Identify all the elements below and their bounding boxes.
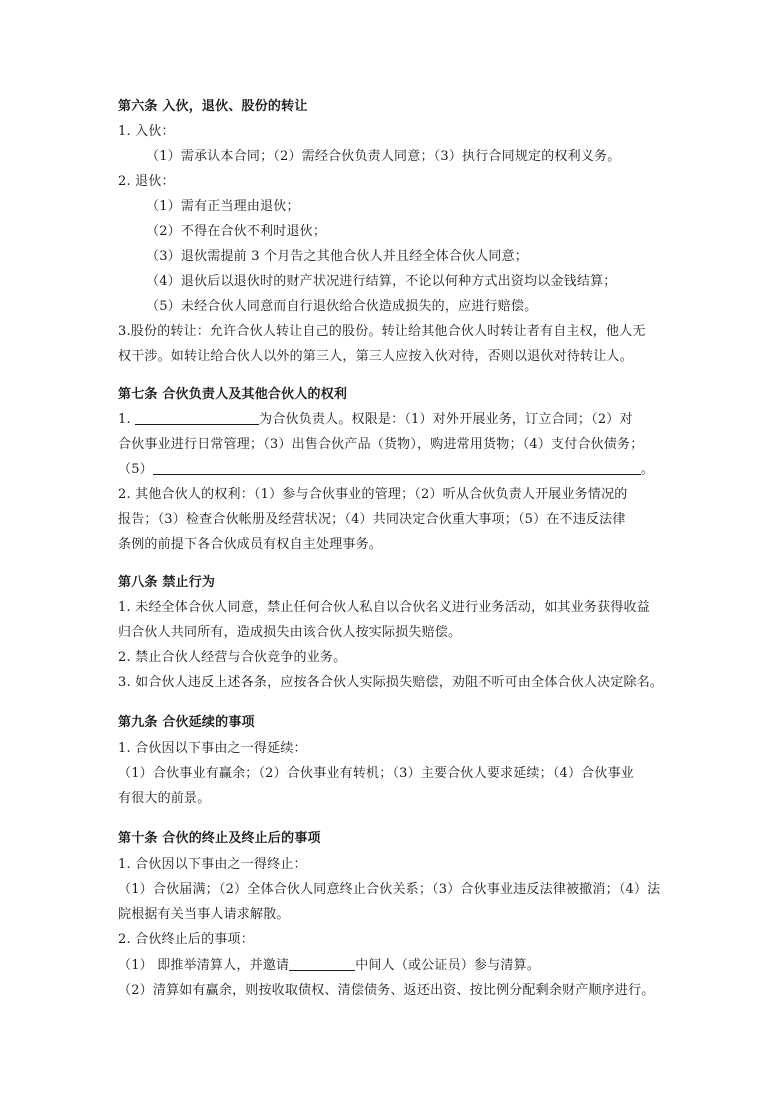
article-8-line: 3. 如合伙人违反上述各条，应按各合伙人实际损失赔偿，劝阻不听可由全体合伙人决定除名。	[118, 675, 664, 690]
article-10-line	[118, 957, 540, 975]
fill-in-blank	[135, 411, 259, 425]
article-10-line: （1）合伙届满；（2）全体合伙人同意终止合伙关系；（3）合伙事业违反法律被撤消；（4）法	[118, 882, 661, 897]
article-6-line: （4）退伙后以退伙时的财产状况进行结算，不论以何种方式出资均以金钱结算；	[146, 274, 617, 289]
fill-in-blank	[289, 957, 355, 971]
article-7-title: 第七条 合伙负责人及其他合伙人的权利	[118, 387, 348, 402]
article-10-text: 中间人（或公证员）参与清算。	[355, 958, 541, 973]
article-10-line: （2）清算如有赢余，则按收取债权、清偿债务、返还出资、按比例分配剩余财产顺序进行。	[118, 983, 655, 998]
article-7-text: 为合伙负责人。权限是：（1）对外开展业务，订立合同；（2）对	[259, 412, 633, 427]
article-6-line: 2. 退伙：	[118, 174, 175, 189]
article-6-line: （1）需有正当理由退伙；	[146, 199, 300, 214]
article-8-line: 2. 禁止合伙人经营与合伙竞争的业务。	[118, 650, 347, 665]
article-7-item-number: （5）	[118, 462, 153, 477]
article-6-line: （2）不得在合伙不利时退伙；	[146, 224, 327, 239]
fill-in-blank	[153, 461, 641, 475]
article-6-title: 第六条 入伙，退伙、股份的转让	[118, 99, 308, 114]
article-9-line: 1. 合伙因以下事由之一得延续：	[118, 741, 307, 756]
article-7-line	[118, 411, 633, 429]
article-7-line	[118, 461, 654, 479]
article-6-line: 权干涉。如转让给合伙人以外的第三人，第三人应按入伙对待，否则以退伙对待转让人。	[118, 349, 633, 364]
article-6-line: （1）需承认本合同；（2）需经合伙负责人同意；（3）执行合同规定的权利义务。	[146, 149, 621, 164]
article-7-item-number: 1.	[118, 412, 131, 427]
article-7-line: 条例的前提下各合伙成员有权自主处理事务。	[118, 537, 383, 552]
article-6-line: 3.股份的转让：允许合伙人转让自己的股份。转让给其他合伙人时转让者有自主权，他人无	[118, 324, 646, 339]
article-6-line: （5）未经合伙人同意而自行退伙给合伙造成损失的，应进行赔偿。	[146, 299, 538, 314]
article-8-line: 归合伙人共同所有，造成损失由该合伙人按实际损失赔偿。	[118, 625, 462, 640]
article-8-line: 1. 未经全体合伙人同意，禁止任何合伙人私自以合伙名义进行业务活动，如其业务获得收益	[118, 600, 650, 615]
article-7-text: 。	[640, 462, 655, 477]
article-10-title: 第十条 合伙的终止及终止后的事项	[118, 831, 321, 846]
article-6-line: （3）退伙需提前 3 个月告之其他合伙人并且经全体合伙人同意；	[146, 249, 529, 264]
article-10-text: （1） 即推举清算人，并邀请	[118, 958, 290, 973]
article-10-line: 院根据有关当事人请求解散。	[118, 907, 290, 922]
article-9-title: 第九条 合伙延续的事项	[118, 715, 255, 730]
article-9-line: （1）合伙事业有赢余；（2）合伙事业有转机；（3）主要合伙人要求延续；（4）合伙事业	[118, 766, 634, 781]
article-10-line: 2. 合伙终止后的事项：	[118, 932, 254, 947]
article-6-line: 1. 入伙：	[118, 124, 175, 139]
article-10-line: 1. 合伙因以下事由之一得终止：	[118, 857, 307, 872]
article-7-line: 合伙事业进行日常管理；（3）出售合伙产品（货物），购进常用货物；（4）支付合伙债务；	[118, 437, 644, 452]
article-7-line: 2. 其他合伙人的权利：（1）参与合伙事业的管理；（2）听从合伙负责人开展业务情况的	[118, 487, 628, 502]
article-7-line: 报告；（3）检查合伙帐册及经营状况；（4）共同决定合伙重大事项；（5）在不违反法律	[118, 512, 626, 527]
article-9-line: 有很大的前景。	[118, 791, 211, 806]
article-8-title: 第八条 禁止行为	[118, 575, 216, 590]
